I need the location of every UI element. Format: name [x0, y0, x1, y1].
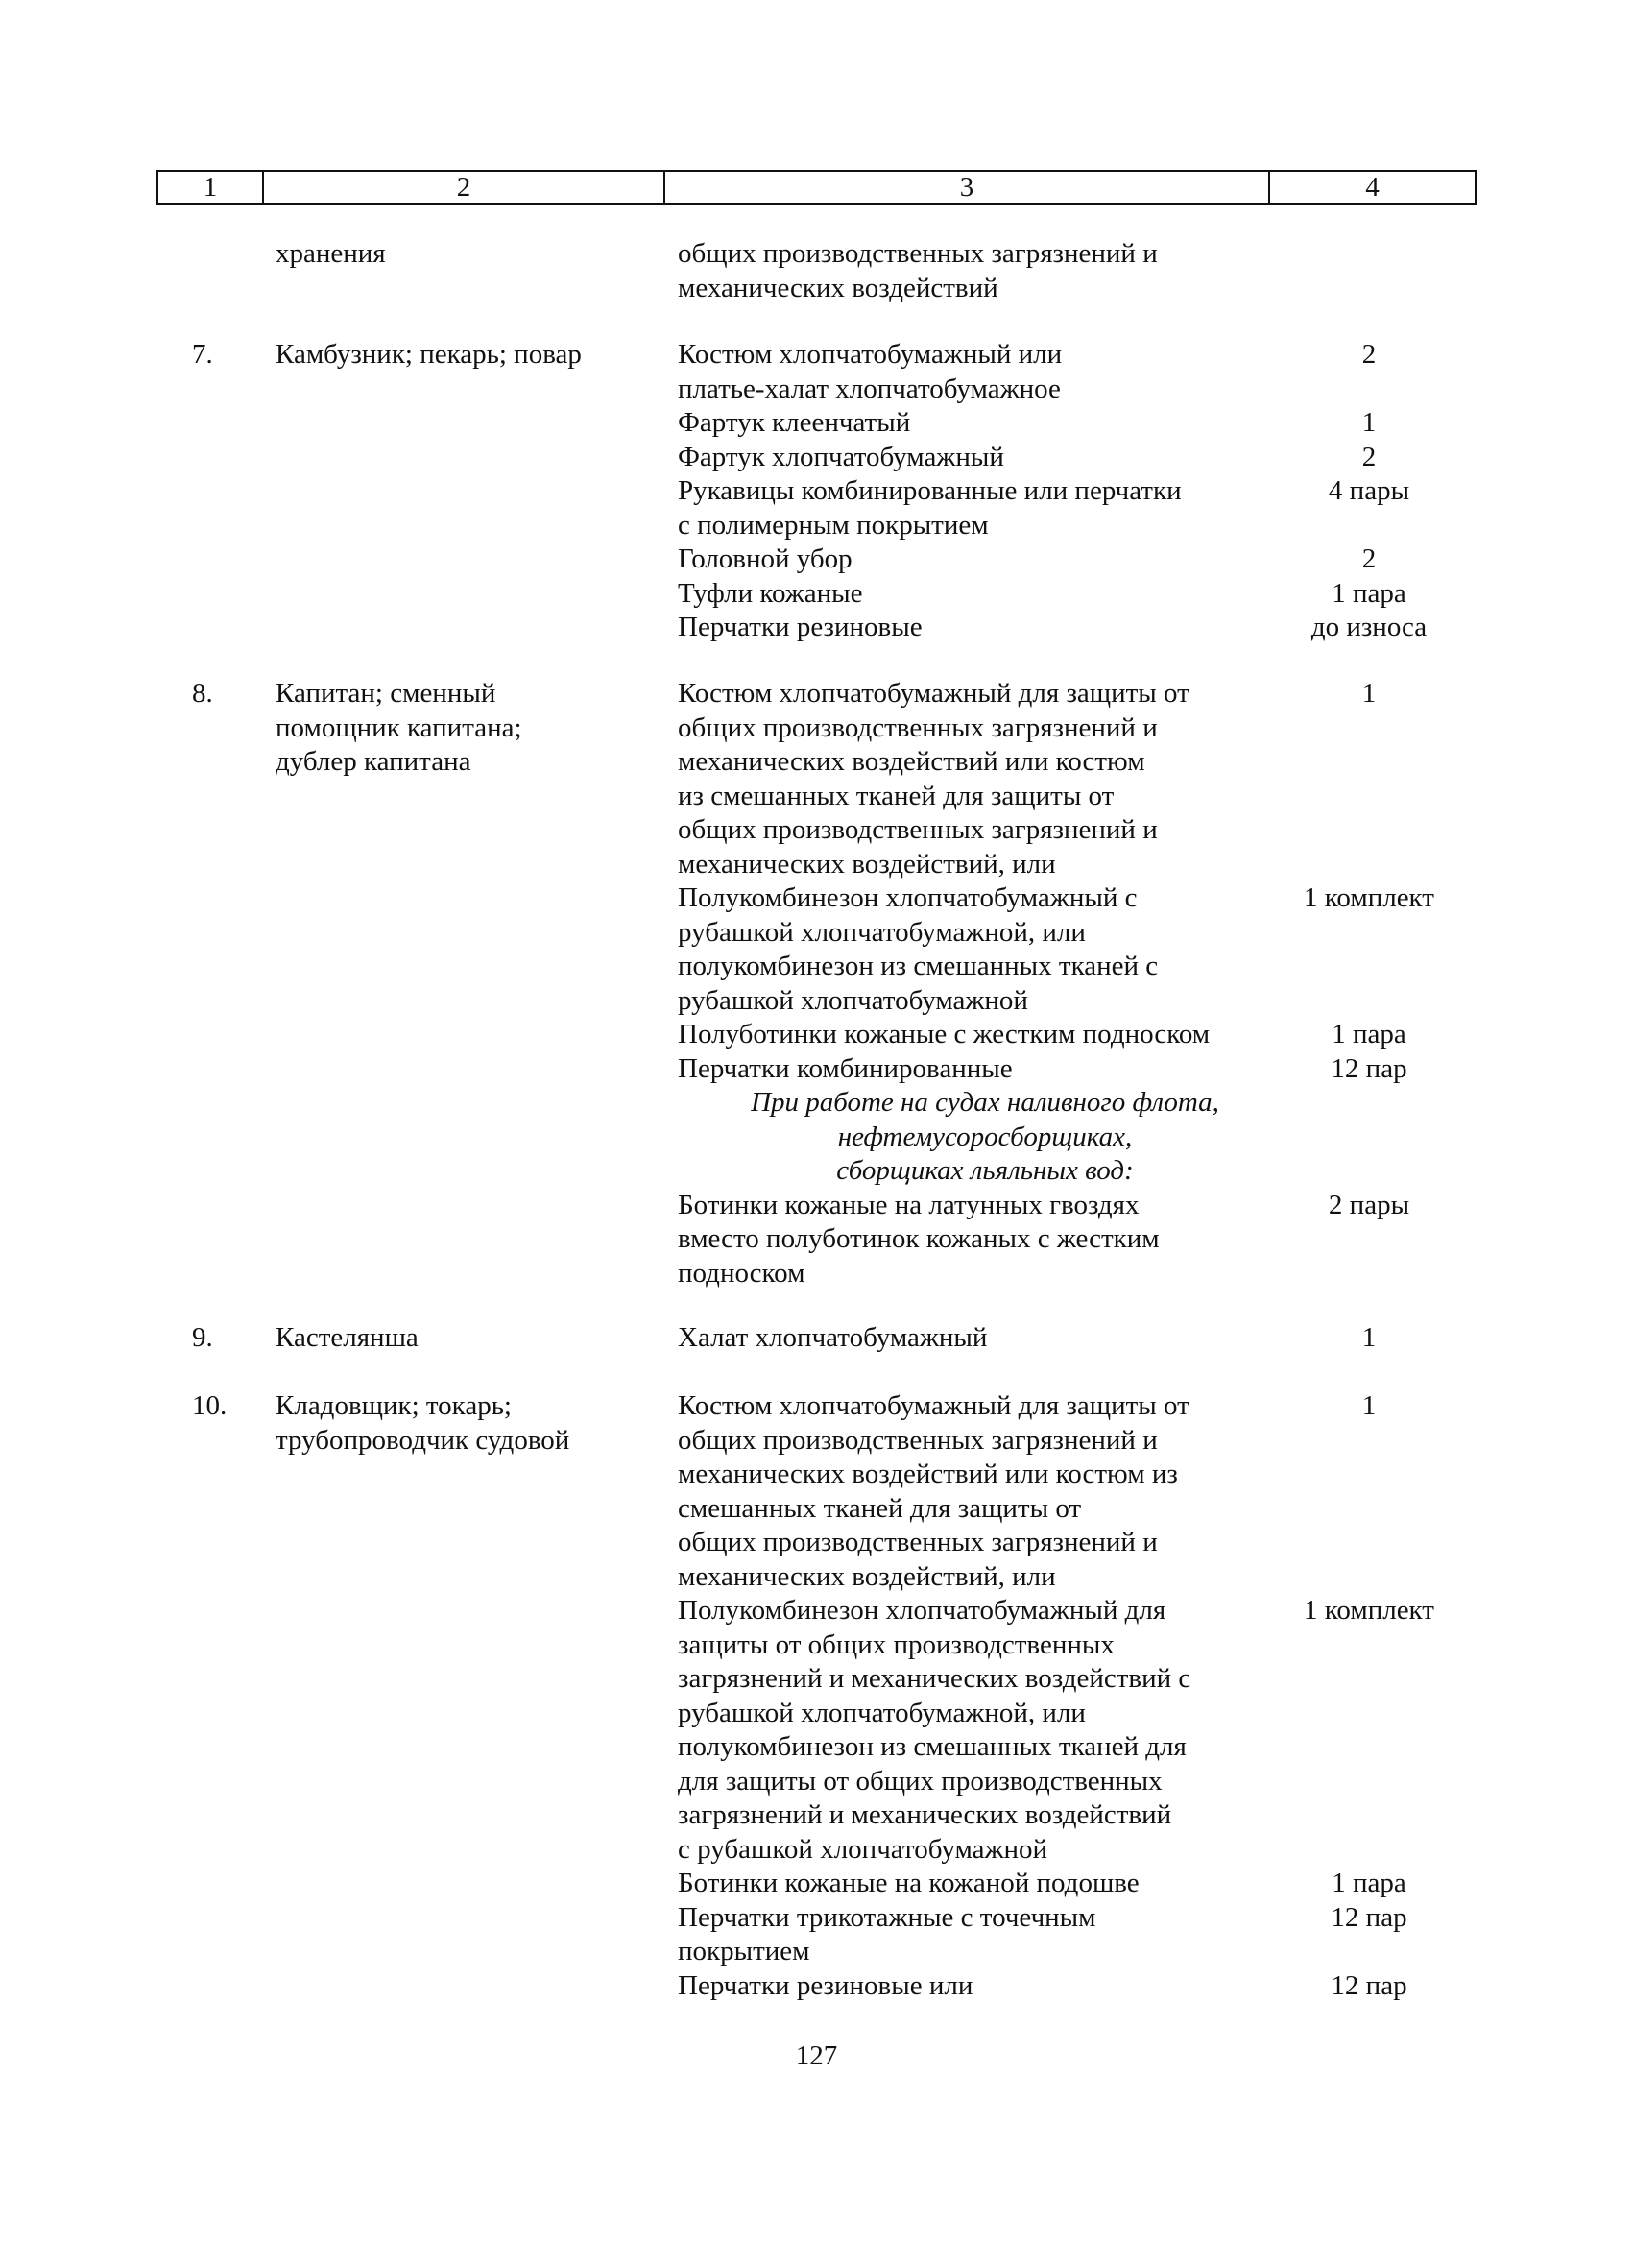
list-item	[678, 1052, 1494, 1087]
item-name: Перчатки комбинированные	[678, 1052, 1013, 1084]
list-item	[678, 1594, 1494, 1867]
row-number: 7.	[192, 339, 213, 370]
row-number: 9.	[192, 1322, 213, 1353]
item-name: Фартук клеенчатый	[678, 407, 911, 438]
list-item	[678, 474, 1494, 543]
item-name: Костюм хлопчатобумажный для защиты от общих производственных загрязнений и механических воздействий или костюм из смешанных тканей для защиты от общих производственных загрязнений и механических воздействий, или	[678, 1390, 1189, 1592]
item-name: Халат хлопчатобумажный	[678, 1322, 988, 1353]
item-name: общих производственных загрязнений и механических воздействий	[678, 238, 1158, 303]
item-name: Ботинки кожаные на латунных гвоздях вместо полуботинок кожаных с жестким подноском	[678, 1189, 1160, 1289]
list-item	[678, 1389, 1494, 1594]
list-item	[678, 406, 1494, 441]
item-qty: 2	[1361, 441, 1377, 472]
item-qty: до износа	[1310, 612, 1428, 642]
item-qty: 4 пары	[1328, 475, 1410, 506]
header-col-4: 4	[1365, 172, 1380, 203]
item-qty: 1 комплект	[1304, 882, 1434, 913]
item-qty: 1 пара	[1332, 1019, 1406, 1050]
items-list	[678, 338, 1494, 645]
item-name: Полуботинки кожаные с жестким подноском	[678, 1019, 1211, 1050]
item-name: Рукавицы комбинированные или перчатки с полимерным покрытием	[678, 475, 1182, 541]
table-header	[156, 170, 1477, 205]
items-list	[678, 237, 1494, 305]
list-item	[678, 577, 1494, 612]
item-qty: 12 пар	[1331, 1969, 1407, 2001]
item-name: Ботинки кожаные на кожаной подошве	[678, 1868, 1140, 1898]
header-col-3: 3	[665, 172, 1270, 203]
item-qty: 1 пара	[1332, 1868, 1406, 1898]
item-name: Костюм хлопчатобумажный или платье-халат хлопчатобумажное	[678, 339, 1063, 404]
page-number: 127	[795, 2040, 838, 2071]
item-qty: 1 комплект	[1304, 1595, 1434, 1626]
item-qty: 1	[1361, 1390, 1377, 1421]
position-text: Камбузник; пекарь; повар	[276, 339, 582, 370]
position-text: хранения	[276, 238, 386, 269]
item-name: Перчатки трикотажные с точечным покрытием	[678, 1901, 1096, 1966]
header-col-1: 1	[158, 172, 264, 203]
items-list	[678, 677, 1494, 1291]
list-item	[678, 1189, 1494, 1291]
item-name: Полукомбинезон хлопчатобумажный для защиты от общих производственных загрязнений и механических воздействий с рубашкой хлопчатобумажной, или полукомбинезон из смешанных тканей для для защиты от общих производственных загрязнений и механических воздействий с рубашкой хлопчатобумажной	[678, 1595, 1191, 1865]
item-qty: 2	[1361, 339, 1377, 370]
position-text: Капитан; сменный помощник капитана; дублер капитана	[276, 678, 522, 777]
item-qty: 2	[1361, 543, 1377, 574]
position-text: Кастелянша	[276, 1322, 419, 1353]
position-text: Кладовщик; токарь; трубопроводчик судовой	[276, 1390, 570, 1456]
list-item	[678, 1969, 1494, 2004]
list-item	[678, 1867, 1494, 1901]
special-conditions-note: При работе на судах наливного флота, нефтемусоросборщиках, сборщиках льяльных вод:	[751, 1087, 1219, 1186]
list-item	[678, 441, 1494, 475]
list-item	[678, 338, 1494, 406]
list-item	[678, 611, 1494, 645]
list-item	[678, 881, 1494, 1018]
item-qty: 2 пары	[1328, 1189, 1410, 1220]
item-qty: 1	[1361, 678, 1377, 709]
item-qty: 12 пар	[1331, 1901, 1407, 1933]
list-item	[678, 1018, 1494, 1052]
item-name: Перчатки резиновые	[678, 612, 923, 642]
items-list	[678, 1389, 1494, 2003]
item-name: Туфли кожаные	[678, 577, 863, 609]
item-name: Фартук хлопчатобумажный	[678, 441, 1004, 472]
items-list	[678, 1321, 1494, 1356]
item-name: Перчатки резиновые или	[678, 1969, 973, 2001]
item-name: Костюм хлопчатобумажный для защиты от общих производственных загрязнений и механических воздействий или костюм из смешанных тканей для защиты от общих производственных загрязнений и механических воздействий, или	[678, 678, 1189, 880]
list-item	[678, 677, 1494, 881]
item-name: Полукомбинезон хлопчатобумажный с рубашкой хлопчатобумажной, или полукомбинезон из смешанных тканей с рубашкой хлопчатобумажной	[678, 882, 1159, 1016]
list-item	[678, 1321, 1494, 1356]
item-qty: 12 пар	[1331, 1052, 1407, 1084]
list-item	[678, 543, 1494, 577]
row-number: 8.	[192, 678, 213, 709]
item-qty: 1	[1361, 1322, 1377, 1353]
item-name: Головной убор	[678, 543, 853, 574]
header-col-2: 2	[264, 172, 665, 203]
item-qty: 1 пара	[1332, 577, 1406, 609]
list-item	[678, 237, 1494, 305]
row-number: 10.	[192, 1390, 228, 1421]
list-item	[678, 1901, 1494, 1969]
item-qty: 1	[1361, 407, 1377, 438]
